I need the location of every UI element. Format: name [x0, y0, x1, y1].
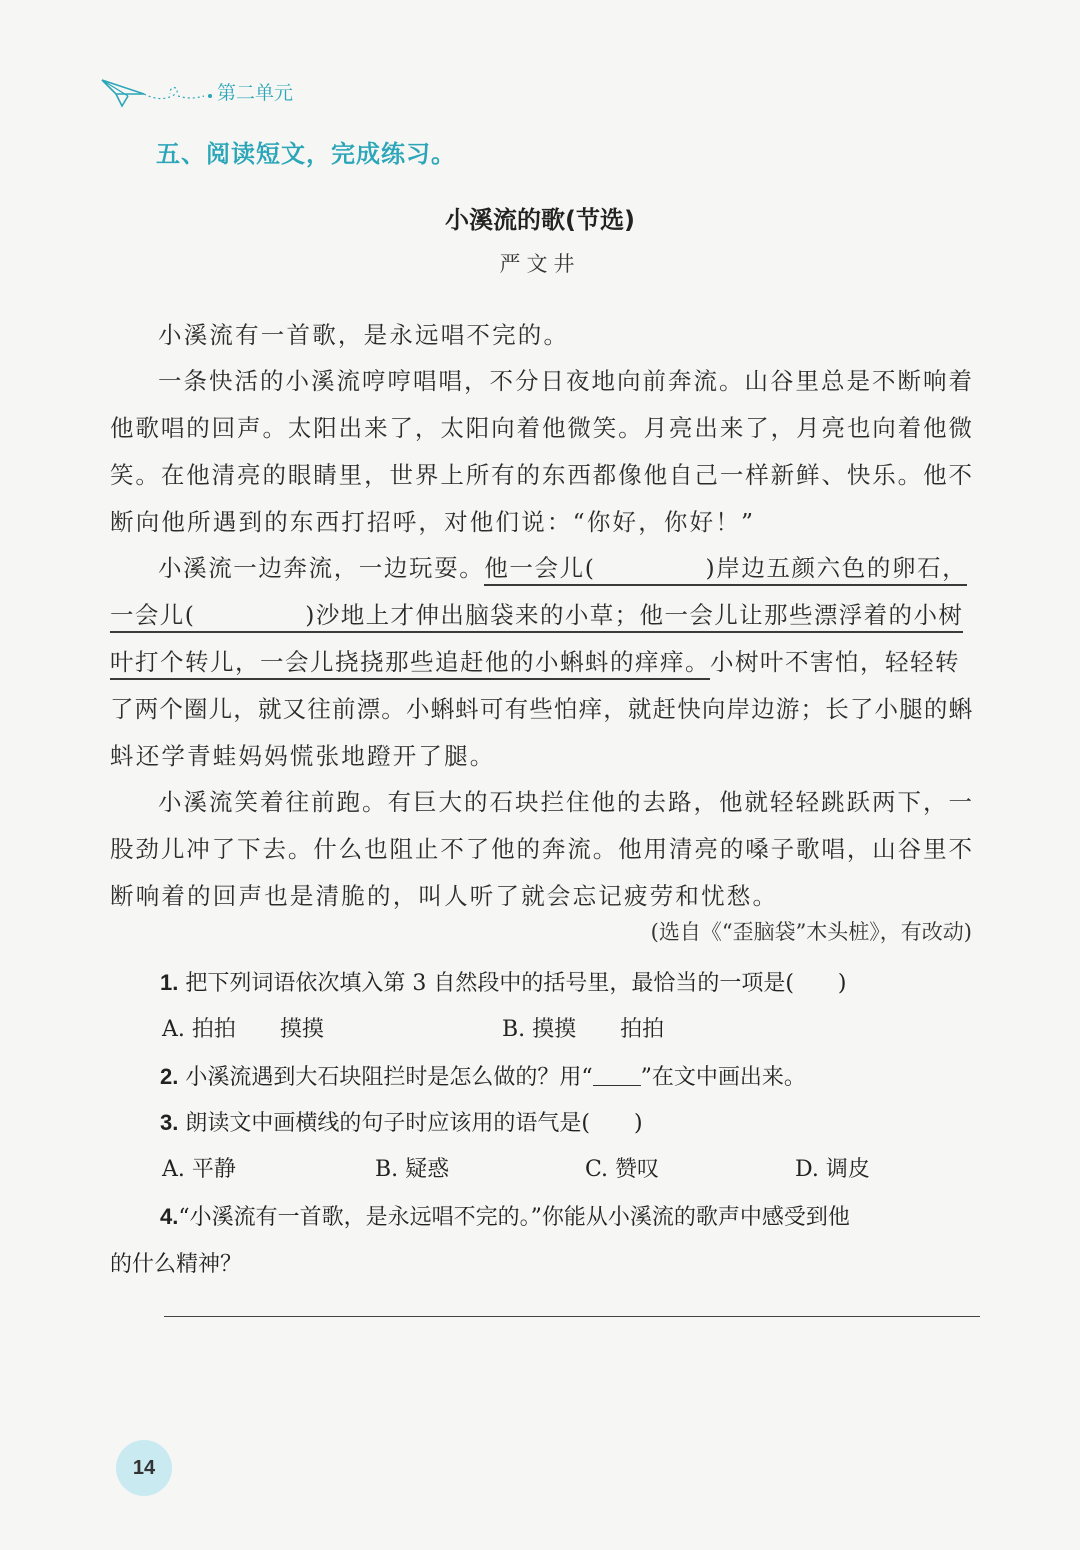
- section-heading: 五、阅读短文，完成练习。: [156, 140, 456, 168]
- paragraph-2-line-1: 一条快活的小溪流哼哼唱唱，不分日夜地向前奔流。山谷里总是不断响着: [158, 367, 972, 395]
- paragraph-3-line-2: [110, 598, 972, 632]
- paragraph-4-line-3: 断响着的回声也是清脆的，叫人听了就会忘记疲劳和忧愁。: [110, 882, 779, 910]
- paragraph-2-line-3: 笑。在他清亮的眼睛里，世界上所有的东西都像他自己一样新鲜、快乐。他不: [110, 461, 972, 489]
- paragraph-2-line-4: 断向他所遇到的东西打招呼，对他们说：“你好，你好！”: [110, 508, 756, 536]
- paragraph-3-line-1: [158, 551, 972, 585]
- q3-option-b[interactable]: B. 疑惑: [375, 1157, 450, 1182]
- paragraph-2-line-2: 他歌唱的回声。太阳出来了，太阳向着他微笑。月亮出来了，月亮也向着他微: [110, 414, 972, 442]
- paragraph-4-line-1: 小溪流笑着往前跑。有巨大的石块拦住他的去路，他就轻轻跳跃两下，一: [158, 788, 972, 816]
- underlined-sentence-part-2: 一会儿( )沙地上才伸出脑袋来的小草；他一会儿让那些漂浮着的小树: [110, 601, 963, 633]
- paragraph-1: 小溪流有一首歌，是永远唱不完的。: [158, 321, 570, 349]
- page-number: 14: [116, 1440, 172, 1496]
- question-4-continued: 的什么精神？: [110, 1252, 243, 1277]
- article-author: 严文井: [499, 252, 581, 276]
- q1-option-a[interactable]: A. 拍拍 摸摸: [162, 1017, 324, 1042]
- underlined-sentence-part-3: 叶打个转儿，一会儿挠挠那些追赶他的小蝌蚪的痒痒。: [110, 648, 710, 680]
- q3-option-d[interactable]: D. 调皮: [795, 1157, 870, 1182]
- underlined-sentence-part-1: 他一会儿( )岸边五颜六色的卵石，: [484, 554, 967, 586]
- q3-option-a[interactable]: A. 平静: [162, 1157, 236, 1182]
- paragraph-3-line-3: 叶打个转儿，一会儿挠挠那些追赶他的小蝌蚪的痒痒。小树叶不害怕，轻轻转: [110, 645, 972, 679]
- paragraph-4-line-2: 股劲儿冲了下去。什么也阻止不了他的奔流。他用清亮的嗓子歌唱，山谷里不: [110, 835, 972, 863]
- question-3: 3. 朗读文中画横线的句子时应该用的语气是( ): [160, 1110, 643, 1136]
- unit-label: 第二单元: [217, 82, 294, 104]
- q1-option-b[interactable]: B. 摸摸 拍拍: [502, 1017, 665, 1042]
- paragraph-3-line-4: 了两个圈儿，就又往前漂。小蝌蚪可有些怕痒，就赶快向岸边游；长了小腿的蝌: [110, 695, 972, 723]
- article-source: (选自《“歪脑袋”木头桩》，有改动): [650, 920, 972, 944]
- question-2: 2. 小溪流遇到大石块阻拦时是怎么做的？用“ ”在文中画出来。: [160, 1064, 806, 1090]
- underline-sample: [593, 1063, 641, 1086]
- paragraph-3-line-5: 蚪还学青蛙妈妈慌张地蹬开了腿。: [110, 742, 496, 770]
- question-4: 4.“小溪流有一首歌，是永远唱不完的。”你能从小溪流的歌声中感受到他: [160, 1204, 850, 1230]
- question-1: 1. 把下列词语依次填入第 3 自然段中的括号里，最恰当的一项是( ): [160, 970, 847, 996]
- paragraph-3-intro: 小溪流一边奔流，一边玩耍。: [158, 554, 485, 582]
- answer-line[interactable]: [164, 1316, 980, 1317]
- article-title: 小溪流的歌(节选): [445, 206, 635, 234]
- q3-option-c[interactable]: C. 赞叹: [585, 1157, 660, 1182]
